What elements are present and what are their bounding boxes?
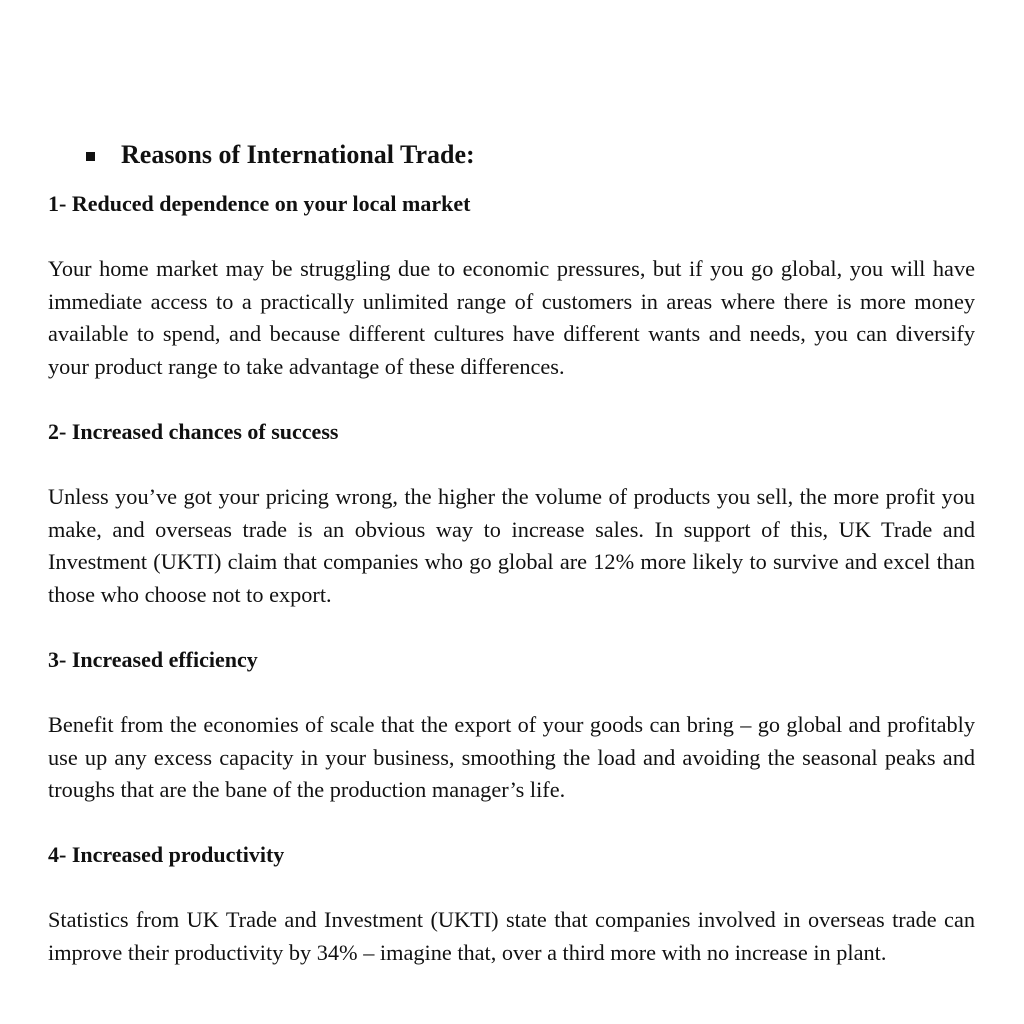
section-heading-3: 3- Increased efficiency (48, 647, 258, 672)
square-bullet-icon (86, 152, 95, 161)
section-body-2: Unless you’ve got your pricing wrong, the higher the volume of products you sell, the more profit you make, and overseas trade is an obvious way to increase sales. In support of this, UK Trade and Investment (UKTI) claim that companies who go global are 12% more likely to survive and excel than those who choose not to export. (48, 484, 975, 607)
section-body-3: Benefit from the economies of scale that the export of your goods can bring – go global and profitably use up any excess capacity in your business, smoothing the load and avoiding the seasonal peaks and troughs that are the bane of the production manager’s life. (48, 712, 975, 803)
section-heading-2: 2- Increased chances of success (48, 419, 339, 444)
section-body-1: Your home market may be struggling due to economic pressures, but if you go global, you will have immediate access to a practically unlimited range of customers in areas where there is more money available to spend, and because different cultures have different wants and needs, you can diversify your product range to take advantage of these differences. (48, 256, 975, 379)
section-heading-1: 1- Reduced dependence on your local market (48, 191, 471, 216)
main-heading-text: Reasons of International Trade: (121, 140, 475, 169)
section-heading-4: 4- Increased productivity (48, 842, 285, 867)
section-body-4: Statistics from UK Trade and Investment (UKTI) state that companies involved in overseas trade can improve their productivity by 34% – imagine that, over a third more with no increase in plant. (48, 907, 975, 965)
main-heading (86, 139, 475, 171)
